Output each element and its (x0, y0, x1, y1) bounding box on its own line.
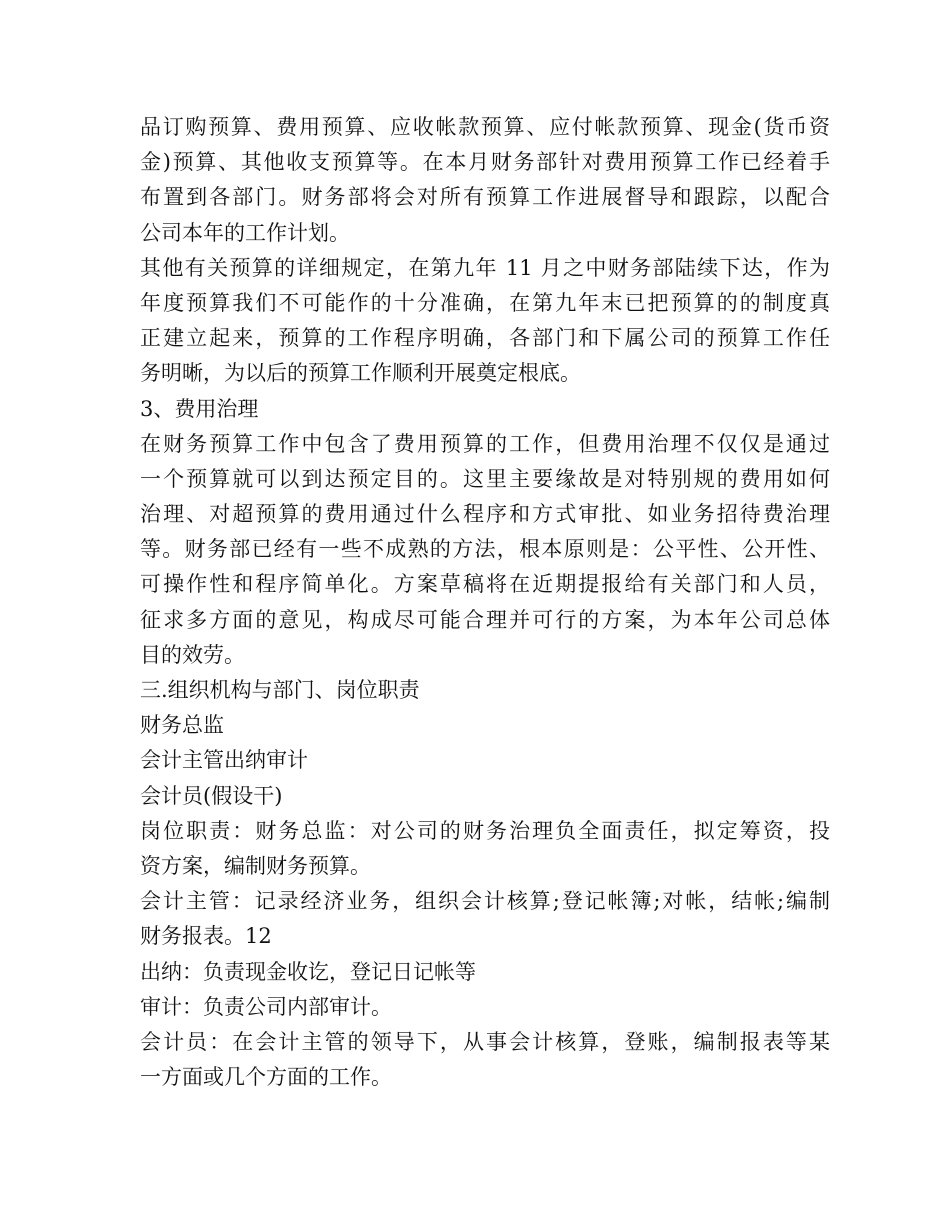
text-line: 正建立起来，预算的工作程序明确，各部门和下属公司的预算工作任 (140, 326, 830, 351)
text-line: 财务报表。12 (140, 924, 272, 949)
text-line: 会计员：在会计主管的领导下，从事会计核算，登账，编制报表等某 (140, 1029, 830, 1054)
text-line: 治理、对超预算的费用通过什么程序和方式审批、如业务招待费治理 (140, 502, 830, 527)
text-line: 等。财务部已经有一些不成熟的方法，根本原则是：公平性、公开性、 (140, 537, 830, 562)
text-line: 征求多方面的意见，构成尽可能合理并可行的方案，为本年公司总体 (140, 607, 830, 632)
text-line: 布置到各部门。财务部将会对所有预算工作进展督导和跟踪，以配合 (140, 185, 830, 210)
text-line: 会计主管：记录经济业务，组织会计核算;登记帐簿;对帐，结帐;编制 (140, 889, 830, 914)
text-line: 一个预算就可以到达预定目的。这里主要缘故是对特别规的费用如何 (140, 466, 830, 491)
text-line: 其他有关预算的详细规定，在第九年 11 月之中财务部陆续下达，作为 (140, 255, 830, 280)
text-line: 金)预算、其他收支预算等。在本月财务部针对费用预算工作已经着手 (140, 150, 830, 175)
text-line: 财务总监 (140, 713, 224, 738)
text-line: 可操作性和程序简单化。方案草稿将在近期提报给有关部门和人员， (140, 572, 830, 597)
text-line: 审计：负责公司内部审计。 (140, 994, 392, 1019)
text-line: 三.组织机构与部门、岗位职责 (140, 678, 420, 702)
text-line: 目的效劳。 (140, 642, 245, 667)
text-line: 公司本年的工作计划。 (140, 220, 350, 245)
text-line: 出纳：负责现金收讫，登记日记帐等 (140, 959, 476, 984)
text-line: 一方面或几个方面的工作。 (140, 1065, 392, 1090)
text-line: 资方案，编制财务预算。 (140, 853, 371, 878)
text-line: 务明晰，为以后的预算工作顺利开展奠定根底。 (140, 361, 581, 386)
text-line: 品订购预算、费用预算、应收帐款预算、应付帐款预算、现金(货币资 (140, 115, 830, 139)
text-line: 会计主管出纳审计 (140, 748, 308, 773)
text-line: 会计员(假设干) (140, 783, 283, 808)
text-line: 年度预算我们不可能作的十分准确，在第九年末已把预算的的制度真 (140, 290, 830, 315)
document-body (140, 110, 830, 1095)
text-line: 在财务预算工作中包含了费用预算的工作，但费用治理不仅仅是通过 (140, 431, 830, 456)
text-line: 3、费用治理 (140, 396, 259, 421)
text-line: 岗位职责：财务总监：对公司的财务治理负全面责任，拟定筹资，投 (140, 818, 830, 843)
